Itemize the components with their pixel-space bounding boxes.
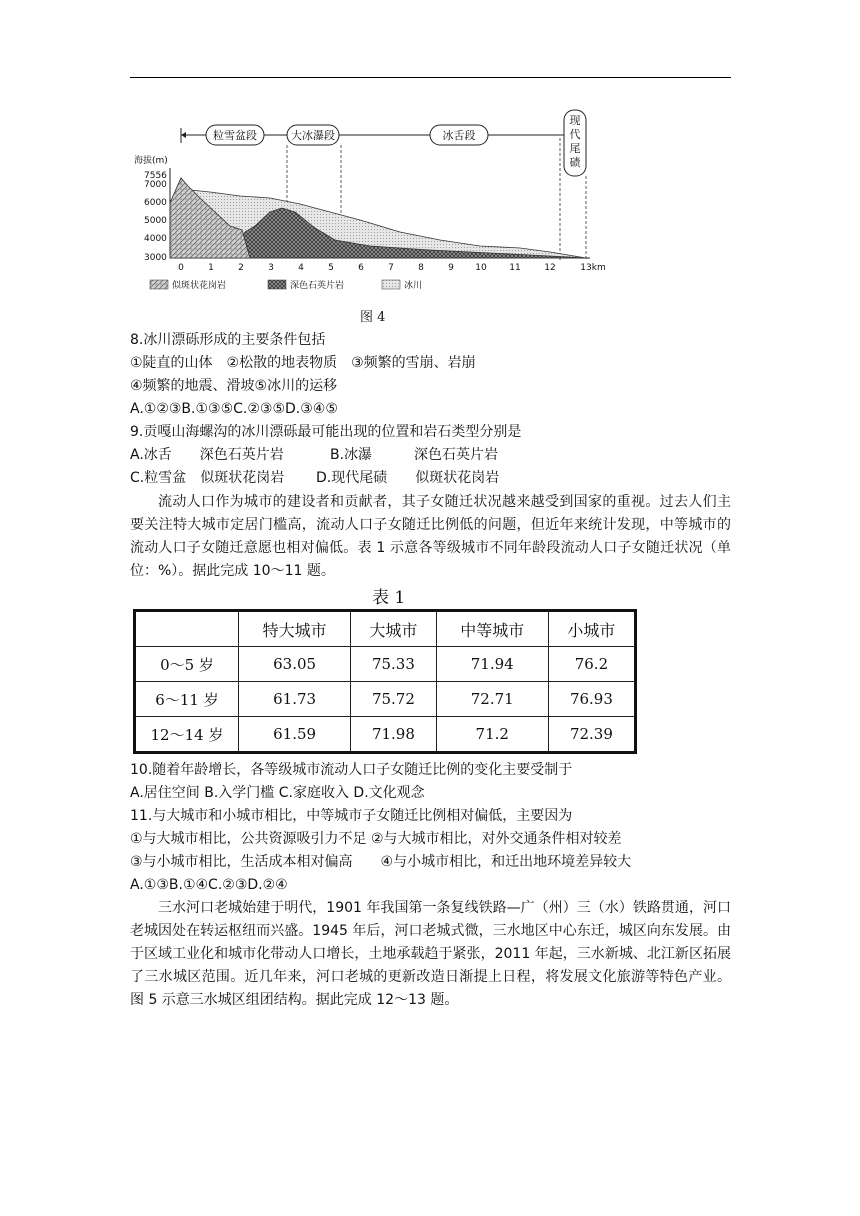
svg-text:8: 8 (418, 263, 424, 273)
q11-line1: ①与大城市相比，公共资源吸引力不足 ②与大城市相比，对外交通条件相对较差 (130, 831, 622, 847)
q10-stem: 10.随着年龄增长，各等级城市流动人口子女随迁比例的变化主要受制于 (130, 762, 573, 778)
svg-text:7556: 7556 (144, 171, 167, 181)
figure-legend (150, 279, 422, 291)
svg-text:7: 7 (388, 263, 394, 273)
svg-text:5: 5 (328, 263, 334, 273)
svg-text:9: 9 (448, 263, 454, 273)
svg-text:4000: 4000 (144, 234, 167, 244)
svg-text:似斑状花岗岩: 似斑状花岗岩 (172, 281, 227, 291)
passage-migrant-children: 流动人口作为城市的建设者和贡献者，其子女随迁状况越来越受到国家的重视。过去人们主要关注特大城市定居门槛高，流动人口子女随迁比例低的问题，但近年来统计发现，中等城市的流动人口子女随迁意愿也相对偏低。表 1 示意各等级城市不同年龄段流动人口子女随迁状况（单位：%）。据此完成 10～11 题。 (130, 494, 731, 579)
svg-text:3000: 3000 (144, 253, 167, 263)
q9-stem: 9.贡嘎山海螺沟的冰川漂砾最可能出现的位置和岩石类型分别是 (130, 424, 522, 440)
q9-option-a: A.冰舌 深色石英片岩 (130, 447, 284, 463)
svg-text:现: 现 (569, 114, 581, 127)
q11-stem: 11.与大城市和小城市相比，中等城市子女随迁比例相对偏低，主要因为 (130, 808, 573, 824)
q8-options: A.①②③B.①③⑤C.②③⑤D.③④⑤ (130, 401, 338, 417)
svg-text:6: 6 (358, 263, 364, 273)
svg-text:10: 10 (475, 263, 487, 273)
svg-text:5000: 5000 (144, 216, 167, 226)
q8-line1: ①陡直的山体 ②松散的地表物质 ③频繁的雪崩、岩崩 (130, 355, 476, 371)
header-rule (130, 77, 731, 78)
table-row: 6～11 岁 61.73 75.72 72.71 76.93 (135, 682, 636, 717)
passage-sanshui-city: 三水河口老城始建于明代，1901 年我国第一条复线铁路—广（州）三（水）铁路贯通，河口老城因处在转运枢纽而兴盛。1945 年后，河口老城式微，三水地区中心东迁，城区向东发展。由于区域工业化和城市化带动人口增长，土地承载趋于紧张，2011 年起，三水新城、北江新区拓展了三水城区范围。近几年来，河口老城的更新改造日渐提上日程，将发展文化旅游等特色产业。图 5 示意三水城区组团结构。据此完成 12～13 题。 (130, 900, 731, 1008)
svg-text:4: 4 (298, 263, 304, 273)
q8-stem: 8.冰川漂砾形成的主要条件包括 (130, 332, 326, 348)
y-axis-ticks (144, 171, 167, 263)
table-1 (133, 609, 637, 754)
svg-text:2: 2 (238, 263, 244, 273)
svg-text:7000: 7000 (144, 180, 167, 190)
q9-option-d: D.现代尾碛 似斑状花岗岩 (316, 470, 500, 486)
q9-option-b: B.冰瀑 深色石英片岩 (330, 447, 499, 463)
segment-label-tongue: 冰舌段 (442, 129, 476, 142)
figure-4-caption: 图 4 (360, 310, 386, 325)
table-1-title: 表 1 (372, 588, 406, 608)
q10-options: A.居住空间 B.入学门槛 C.家庭收入 D.文化观念 (130, 785, 425, 801)
table-row: 12～14 岁 61.59 71.98 71.2 72.39 (135, 717, 636, 753)
x-axis-ticks (178, 263, 606, 273)
q9-option-c: C.粒雪盆 似斑状花岗岩 (130, 470, 285, 486)
svg-text:碛: 碛 (569, 156, 581, 169)
segment-label-icefall: 大冰瀑段 (291, 129, 335, 142)
svg-text:尾: 尾 (569, 142, 581, 155)
q11-line2: ③与小城市相比，生活成本相对偏高 ④与小城市相比，和迁出地环境差异较大 (130, 854, 632, 870)
table-header-row: 特大城市 大城市 中等城市 小城市 (135, 611, 636, 647)
svg-text:代: 代 (569, 128, 581, 141)
segment-label-firn: 粒雪盆段 (213, 129, 257, 142)
svg-text:12: 12 (544, 263, 556, 273)
svg-text:深色石英片岩: 深色石英片岩 (290, 281, 345, 291)
figure-4-glacier-profile (130, 108, 620, 298)
svg-text:6000: 6000 (144, 198, 167, 208)
svg-text:1: 1 (208, 263, 214, 273)
svg-text:0: 0 (178, 263, 184, 273)
q11-options: A.①③B.①④C.②③D.②④ (130, 877, 288, 893)
y-axis-label: 海拔(m) (134, 156, 168, 166)
segment-bar (181, 110, 586, 176)
q8-line2: ④频繁的地震、滑坡⑤冰川的运移 (130, 378, 338, 394)
svg-text:11: 11 (509, 263, 521, 273)
svg-text:3: 3 (268, 263, 274, 273)
svg-text:冰川: 冰川 (404, 281, 423, 291)
svg-text:13km: 13km (580, 263, 606, 273)
table-row: 0～5 岁 63.05 75.33 71.94 76.2 (135, 647, 636, 682)
